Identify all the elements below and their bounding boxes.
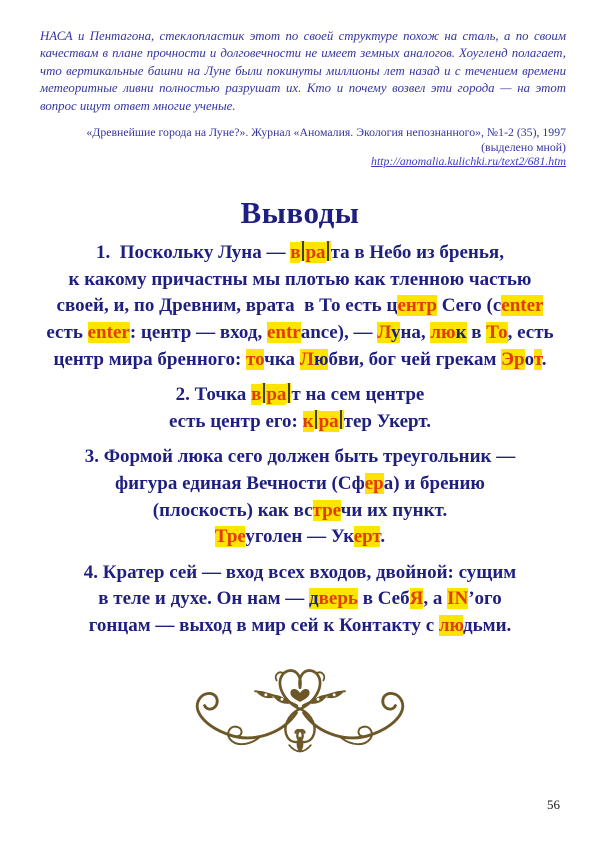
text-line bbox=[0, 240, 600, 267]
text-line bbox=[0, 560, 600, 587]
text-segment: есть bbox=[46, 321, 88, 343]
text-line bbox=[0, 382, 600, 409]
text-segment: бви, бог чей грекам bbox=[328, 348, 502, 370]
text-segment: Эр bbox=[501, 348, 525, 370]
text-segment: Л bbox=[299, 348, 314, 370]
text-line bbox=[0, 498, 600, 525]
text-segment: лю bbox=[438, 614, 463, 636]
text-segment: есть центр его: bbox=[169, 410, 303, 432]
text-segment: та в Небо из бренья, bbox=[330, 242, 504, 264]
divider-bar-icon bbox=[326, 241, 331, 260]
text-segment: центр мира бренного: bbox=[53, 348, 247, 370]
text-segment: 4. Кратер сей — вход всех входов, двойной: сущим bbox=[83, 561, 517, 583]
text-segment: ентр bbox=[397, 295, 437, 317]
text-segment: ер bbox=[364, 472, 384, 494]
text-segment: фигура единая Вечности (Сф bbox=[115, 472, 365, 494]
conclusion-paragraph bbox=[0, 560, 600, 640]
text-segment: верь bbox=[318, 588, 358, 610]
text-segment: тер Укерт. bbox=[343, 410, 431, 432]
text-segment: . bbox=[541, 348, 547, 370]
text-segment: своей, и, по Древним, врата в То есть ц bbox=[56, 295, 398, 317]
text-segment: ’ого bbox=[468, 588, 502, 610]
text-segment: о bbox=[524, 348, 534, 370]
text-segment: То bbox=[486, 321, 508, 343]
page-number: 56 bbox=[547, 797, 560, 812]
text-segment: ра bbox=[318, 410, 339, 432]
conclusion-paragraph bbox=[0, 444, 600, 550]
text-segment: : центр — вход, bbox=[129, 321, 267, 343]
text-segment: уголен — Ук bbox=[245, 526, 354, 548]
text-segment: то bbox=[246, 348, 265, 370]
text-segment: ерт bbox=[353, 526, 381, 548]
text-segment: т на сем центре bbox=[291, 384, 425, 406]
text-segment: ю bbox=[313, 348, 329, 370]
text-segment: в Себ bbox=[357, 588, 410, 610]
divider-bar-icon bbox=[339, 410, 344, 429]
conclusion-paragraph bbox=[0, 240, 600, 373]
text-line bbox=[0, 613, 600, 640]
text-segment: гонцам — выход в мир сей к Контакту с bbox=[88, 614, 439, 636]
text-segment: тре bbox=[312, 499, 341, 521]
text-segment: у bbox=[390, 321, 401, 343]
text-segment: enter bbox=[87, 321, 130, 343]
page-title: Выводы bbox=[240, 195, 360, 231]
divider-bar-icon bbox=[261, 383, 266, 402]
text-segment: т bbox=[533, 348, 542, 370]
text-segment: а) и брению bbox=[383, 472, 485, 494]
text-segment: в bbox=[290, 242, 301, 264]
divider-bar-icon bbox=[300, 241, 305, 260]
text-line bbox=[0, 409, 600, 436]
text-segment: ра bbox=[266, 384, 287, 406]
citation-source: «Древнейшие города на Луне?». Журнал «Аномалия. Экология непознанного», №1-2 (35), 1997 bbox=[86, 124, 566, 139]
text-line bbox=[0, 267, 600, 294]
text-segment: д bbox=[309, 588, 319, 610]
text-line bbox=[0, 586, 600, 613]
text-segment: чка bbox=[264, 348, 300, 370]
text-line bbox=[0, 320, 600, 347]
text-segment: enter bbox=[501, 295, 544, 317]
text-segment: Я bbox=[409, 588, 424, 610]
text-segment: . bbox=[380, 526, 386, 548]
divider-bar-icon bbox=[314, 410, 319, 429]
text-segment: 3. Формой люка сего должен быть треугольник — bbox=[84, 446, 516, 468]
text-segment: в теле и духе. Он нам — bbox=[98, 588, 310, 610]
text-segment: Сего (c bbox=[436, 295, 502, 317]
text-segment: ance), — bbox=[300, 321, 378, 343]
flourish-ornament-icon bbox=[183, 657, 417, 774]
text-segment: ра bbox=[305, 242, 326, 264]
intro-paragraph: НАСА и Пентагона, стеклопластик этот по своей структуре похож на сталь, а по своим качествам в плане прочности и долговечности не имеет земных аналогов. Хоугленд полагает, что вертикальные башни на Луне были покинуты миллионы лет назад и с течением времени метеоритные ливни полностью разрушат их. Кто и почему возвел эти города — на этот вопрос ищут ответ многие ученые. bbox=[40, 29, 566, 113]
text-segment: 1. Поскольку Луна — bbox=[96, 242, 291, 264]
text-segment: в bbox=[251, 384, 262, 406]
text-segment: , а bbox=[423, 588, 448, 610]
text-line bbox=[0, 471, 600, 498]
text-segment: к bbox=[455, 321, 467, 343]
text-segment: лю bbox=[430, 321, 456, 343]
text-segment: Л bbox=[377, 321, 391, 343]
citation-note: (выделено мной) bbox=[481, 139, 566, 154]
conclusion-paragraph bbox=[0, 382, 600, 435]
text-segment: Тре bbox=[214, 526, 246, 548]
text-line bbox=[0, 524, 600, 551]
text-segment: чи их пункт. bbox=[340, 499, 448, 521]
text-line bbox=[0, 347, 600, 374]
text-segment: 2. Точка bbox=[175, 384, 252, 406]
citation-link[interactable]: http://anomalia.kulichki.ru/text2/681.htm bbox=[371, 154, 566, 169]
text-segment: entr bbox=[266, 321, 301, 343]
text-segment: , есть bbox=[507, 321, 554, 343]
text-line bbox=[0, 444, 600, 471]
text-segment: на, bbox=[400, 321, 431, 343]
text-line bbox=[0, 293, 600, 320]
text-segment: в bbox=[466, 321, 487, 343]
ornament-container bbox=[0, 657, 600, 779]
text-segment: дьми. bbox=[462, 614, 512, 636]
conclusions-body bbox=[0, 240, 600, 639]
text-segment: к какому причастны мы плотью как тленною частью bbox=[68, 268, 532, 290]
citation-block bbox=[0, 125, 566, 169]
text-segment: к bbox=[302, 410, 314, 432]
text-segment: (плоскость) как вс bbox=[152, 499, 313, 521]
divider-bar-icon bbox=[286, 383, 291, 402]
text-segment: IN bbox=[447, 588, 469, 610]
